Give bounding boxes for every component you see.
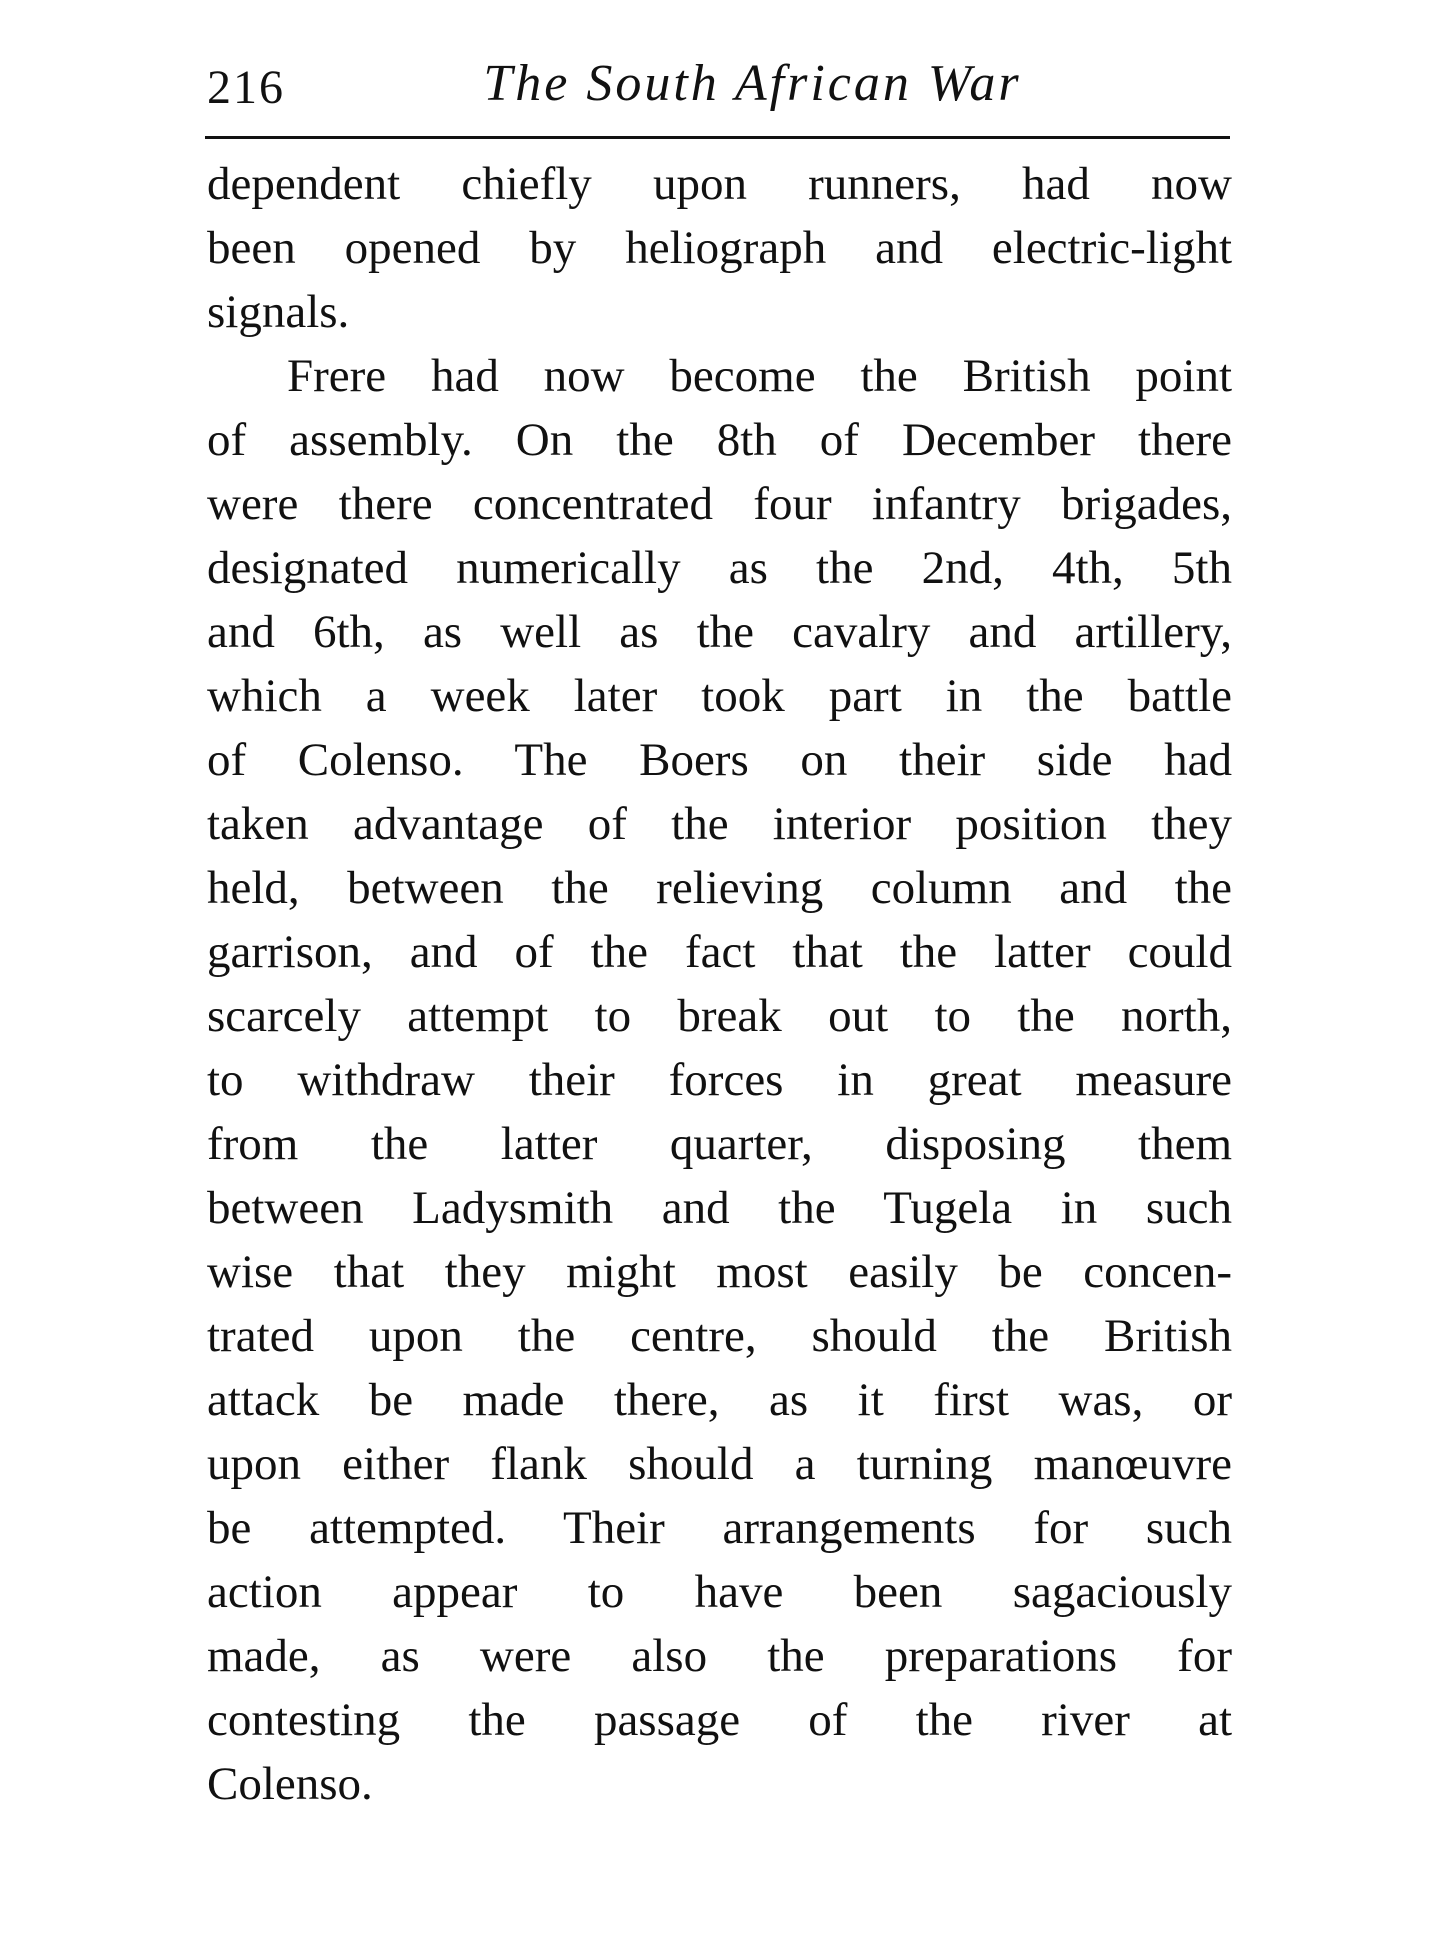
text-line: Colenso. <box>207 1758 373 1810</box>
page-number: 216 <box>207 61 285 114</box>
text-line: designated numerically as the 2nd, 4th, 5th <box>207 542 1232 594</box>
running-title: The South African War <box>483 55 1022 112</box>
text-line: been opened by heliograph and electric-light <box>207 222 1232 274</box>
body-text <box>207 152 1232 1816</box>
text-line: be attempted. Their arrangements for such <box>207 1502 1232 1554</box>
text-line: which a week later took part in the battle <box>207 670 1232 722</box>
running-head <box>205 52 1230 122</box>
text-line: wise that they might most easily be concen- <box>207 1246 1232 1298</box>
text-line: dependent chiefly upon runners, had now <box>207 158 1232 210</box>
paragraph-first-line: Frere had now become the British point <box>287 350 1232 402</box>
text-line: upon either flank should a turning manœuvre <box>207 1438 1232 1490</box>
text-line: garrison, and of the fact that the latter could <box>207 926 1232 978</box>
text-line: held, between the relieving column and the <box>207 862 1232 914</box>
text-line: taken advantage of the interior position they <box>207 798 1232 850</box>
text-line: signals. <box>207 286 350 338</box>
text-line: action appear to have been sagaciously <box>207 1566 1232 1618</box>
text-line: were there concentrated four infantry brigades, <box>207 478 1232 530</box>
text-line: made, as were also the preparations for <box>207 1630 1232 1682</box>
text-line: of assembly. On the 8th of December there <box>207 414 1232 466</box>
text-line: to withdraw their forces in great measure <box>207 1054 1232 1106</box>
text-line: between Ladysmith and the Tugela in such <box>207 1182 1232 1234</box>
text-line: trated upon the centre, should the British <box>207 1310 1232 1362</box>
text-line: scarcely attempt to break out to the north, <box>207 990 1232 1042</box>
text-line: attack be made there, as it first was, or <box>207 1374 1232 1426</box>
text-line: contesting the passage of the river at <box>207 1694 1232 1746</box>
text-line: from the latter quarter, disposing them <box>207 1118 1232 1170</box>
header-rule <box>205 136 1230 139</box>
text-line: of Colenso. The Boers on their side had <box>207 734 1232 786</box>
text-line: and 6th, as well as the cavalry and artillery, <box>207 606 1232 658</box>
